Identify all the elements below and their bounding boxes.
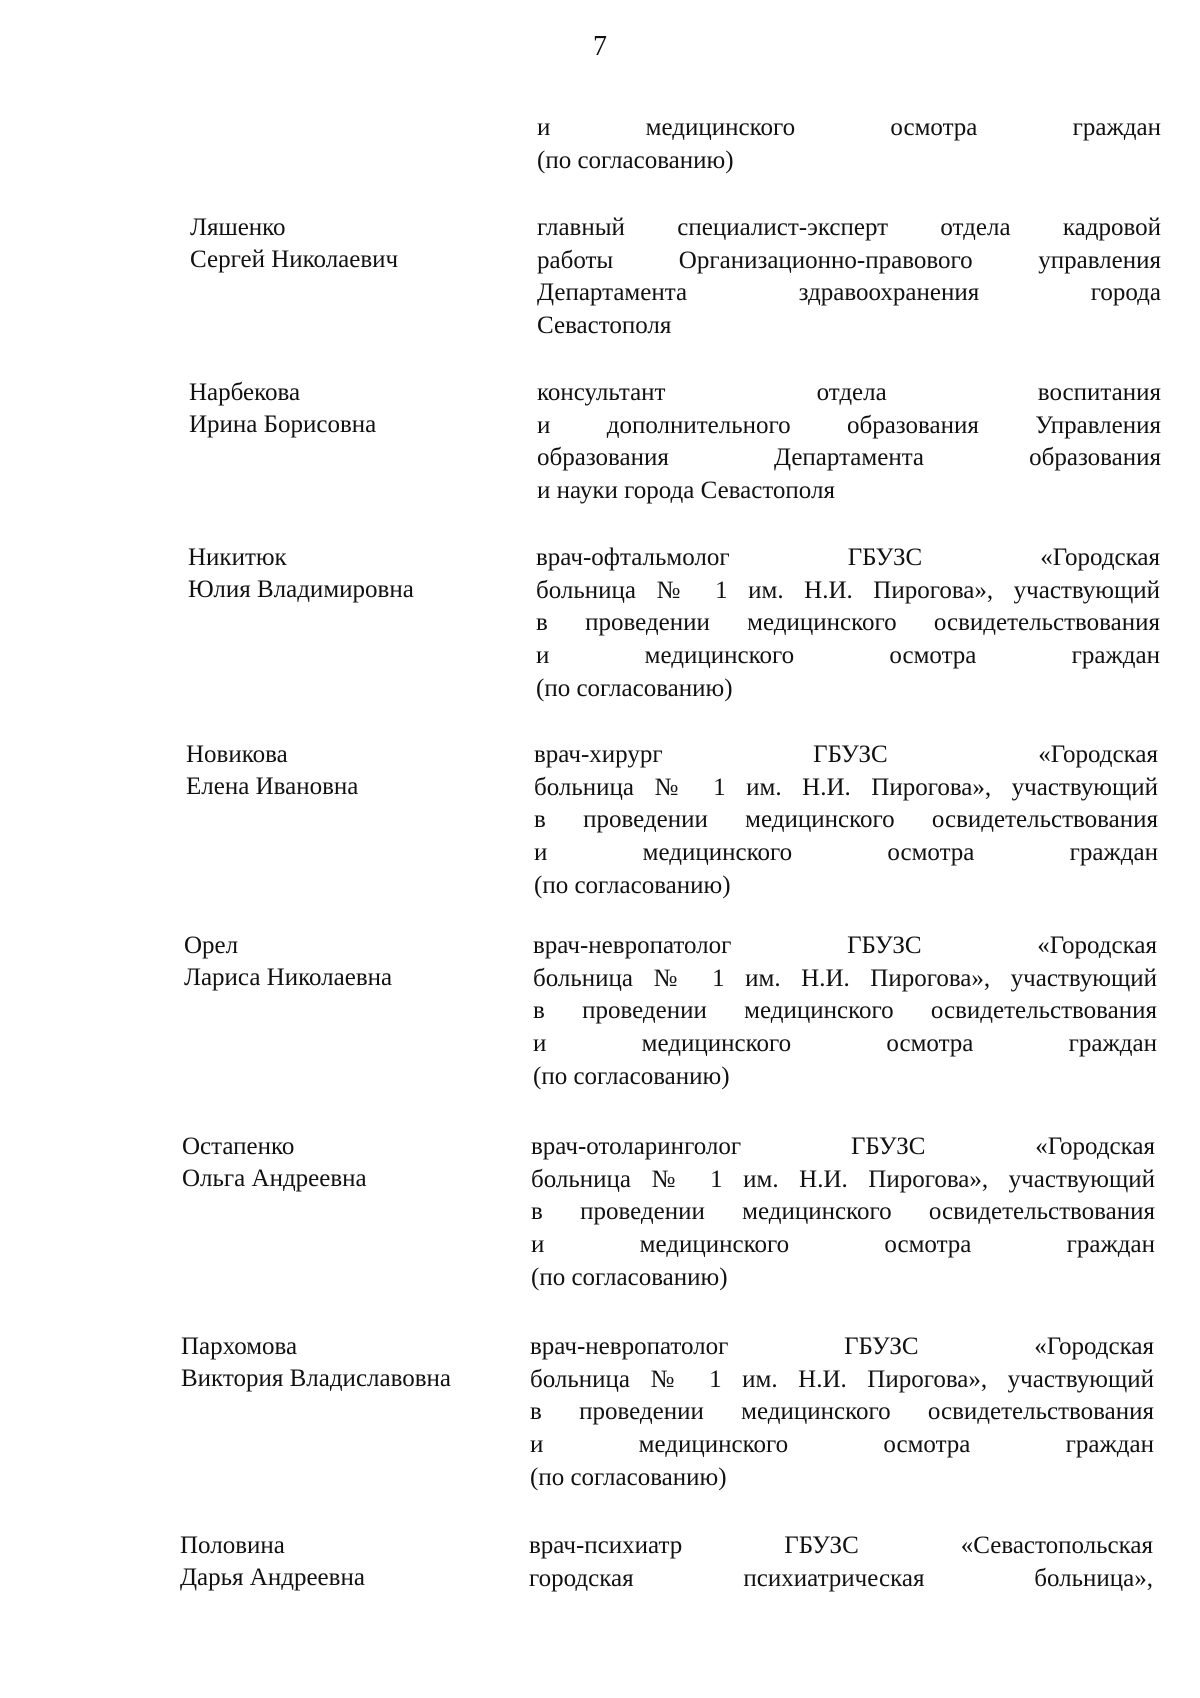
position-line: Департамента здравоохранения города	[537, 279, 1161, 307]
member-position	[537, 377, 1161, 508]
member-name	[180, 1530, 500, 1594]
member-given-names: Ольга Андреевна	[182, 1165, 367, 1192]
member-given-names: Юлия Владимировна	[188, 576, 414, 603]
position-line: и медицинского осмотра граждан	[531, 1231, 1155, 1259]
position-line: главный специалист-эксперт отдела кадровой	[537, 214, 1161, 241]
position-line: в проведении медицинского освидетельствования	[534, 806, 1158, 834]
member-given-names: Ирина Борисовна	[189, 411, 377, 438]
position-line: больница № 1 им. Н.И. Пирогова», участвующий	[534, 773, 1158, 801]
position-line: (по согласованию)	[530, 1463, 727, 1491]
position-line: (по согласованию)	[534, 871, 731, 899]
position-line: в проведении медицинского освидетельствования	[531, 1198, 1155, 1226]
member-name	[184, 930, 504, 994]
position-line: врач-офтальмолог ГБУЗС «Городская	[536, 544, 1160, 571]
position-line: врач-хирург ГБУЗС «Городская	[534, 741, 1158, 768]
position-line: (по согласованию)	[531, 1263, 728, 1291]
position-line: в проведении медицинского освидетельствования	[530, 1398, 1154, 1426]
position-line: больница № 1 им. Н.И. Пирогова», участвующий	[536, 576, 1160, 604]
member-position	[529, 1530, 1153, 1595]
member-position	[537, 212, 1161, 343]
position-line: в проведении медицинского освидетельствования	[533, 997, 1157, 1025]
position-line: больница № 1 им. Н.И. Пирогова», участвующий	[531, 1165, 1155, 1193]
member-position	[534, 739, 1158, 902]
position-line: врач-отоларинголог ГБУЗС «Городская	[531, 1133, 1155, 1160]
member-given-names: Дарья Андреевна	[180, 1564, 365, 1591]
position-line: больница № 1 им. Н.И. Пирогова», участвующий	[533, 964, 1157, 992]
member-given-names: Елена Ивановна	[186, 773, 359, 800]
member-given-names: Сергей Николаевич	[190, 246, 399, 273]
position-line: больница № 1 им. Н.И. Пирогова», участвующий	[530, 1365, 1154, 1393]
member-name	[190, 212, 510, 276]
position-line: и медицинского осмотра граждан	[536, 642, 1160, 670]
member-surname: Нарбекова	[189, 379, 301, 406]
member-position	[530, 1331, 1154, 1494]
position-line: (по согласованию)	[533, 1062, 730, 1090]
position-line: и медицинского осмотра граждан	[534, 839, 1158, 867]
position-line: и медицинского осмотра граждан	[537, 114, 1161, 141]
position-line: (по согласованию)	[537, 146, 734, 174]
member-name	[186, 739, 506, 803]
position-line: (по согласованию)	[536, 674, 733, 702]
position-line: врач-невропатолог ГБУЗС «Городская	[533, 932, 1157, 959]
member-position	[531, 1131, 1155, 1294]
position-line: врач-невропатолог ГБУЗС «Городская	[530, 1333, 1154, 1360]
position-line: и медицинского осмотра граждан	[530, 1431, 1154, 1459]
member-position	[536, 542, 1160, 705]
position-line: и медицинского осмотра граждан	[533, 1030, 1157, 1058]
member-given-names: Виктория Владиславовна	[181, 1365, 452, 1392]
position-line: консультант отдела воспитания	[537, 379, 1161, 406]
member-name	[182, 1131, 502, 1195]
page-number: 7	[593, 31, 607, 62]
position-line: Севастополя	[537, 312, 672, 340]
position-line: и дополнительного образования Управления	[537, 411, 1161, 439]
member-surname: Остапенко	[182, 1133, 295, 1160]
member-given-names: Лариса Николаевна	[184, 964, 393, 991]
position-line: врач-психиатр ГБУЗС «Севастопольская	[529, 1532, 1153, 1559]
position-line: работы Организационно-правового управления	[537, 246, 1161, 274]
member-position	[533, 930, 1157, 1093]
position-line: городская психиатрическая больница»,	[529, 1564, 1153, 1592]
member-surname: Новикова	[186, 741, 288, 768]
continuation-position	[537, 112, 1161, 177]
member-surname: Пархомова	[181, 1333, 298, 1360]
member-surname: Орел	[184, 932, 239, 959]
position-line: в проведении медицинского освидетельствования	[536, 609, 1160, 637]
position-line: и науки города Севастополя	[537, 477, 835, 505]
member-surname: Половина	[180, 1532, 285, 1559]
member-surname: Никитюк	[188, 544, 287, 571]
member-name	[188, 542, 508, 606]
position-line: образования Департамента образования	[537, 444, 1161, 472]
member-name	[189, 377, 509, 441]
member-name	[181, 1331, 501, 1395]
member-surname: Ляшенко	[190, 214, 286, 241]
